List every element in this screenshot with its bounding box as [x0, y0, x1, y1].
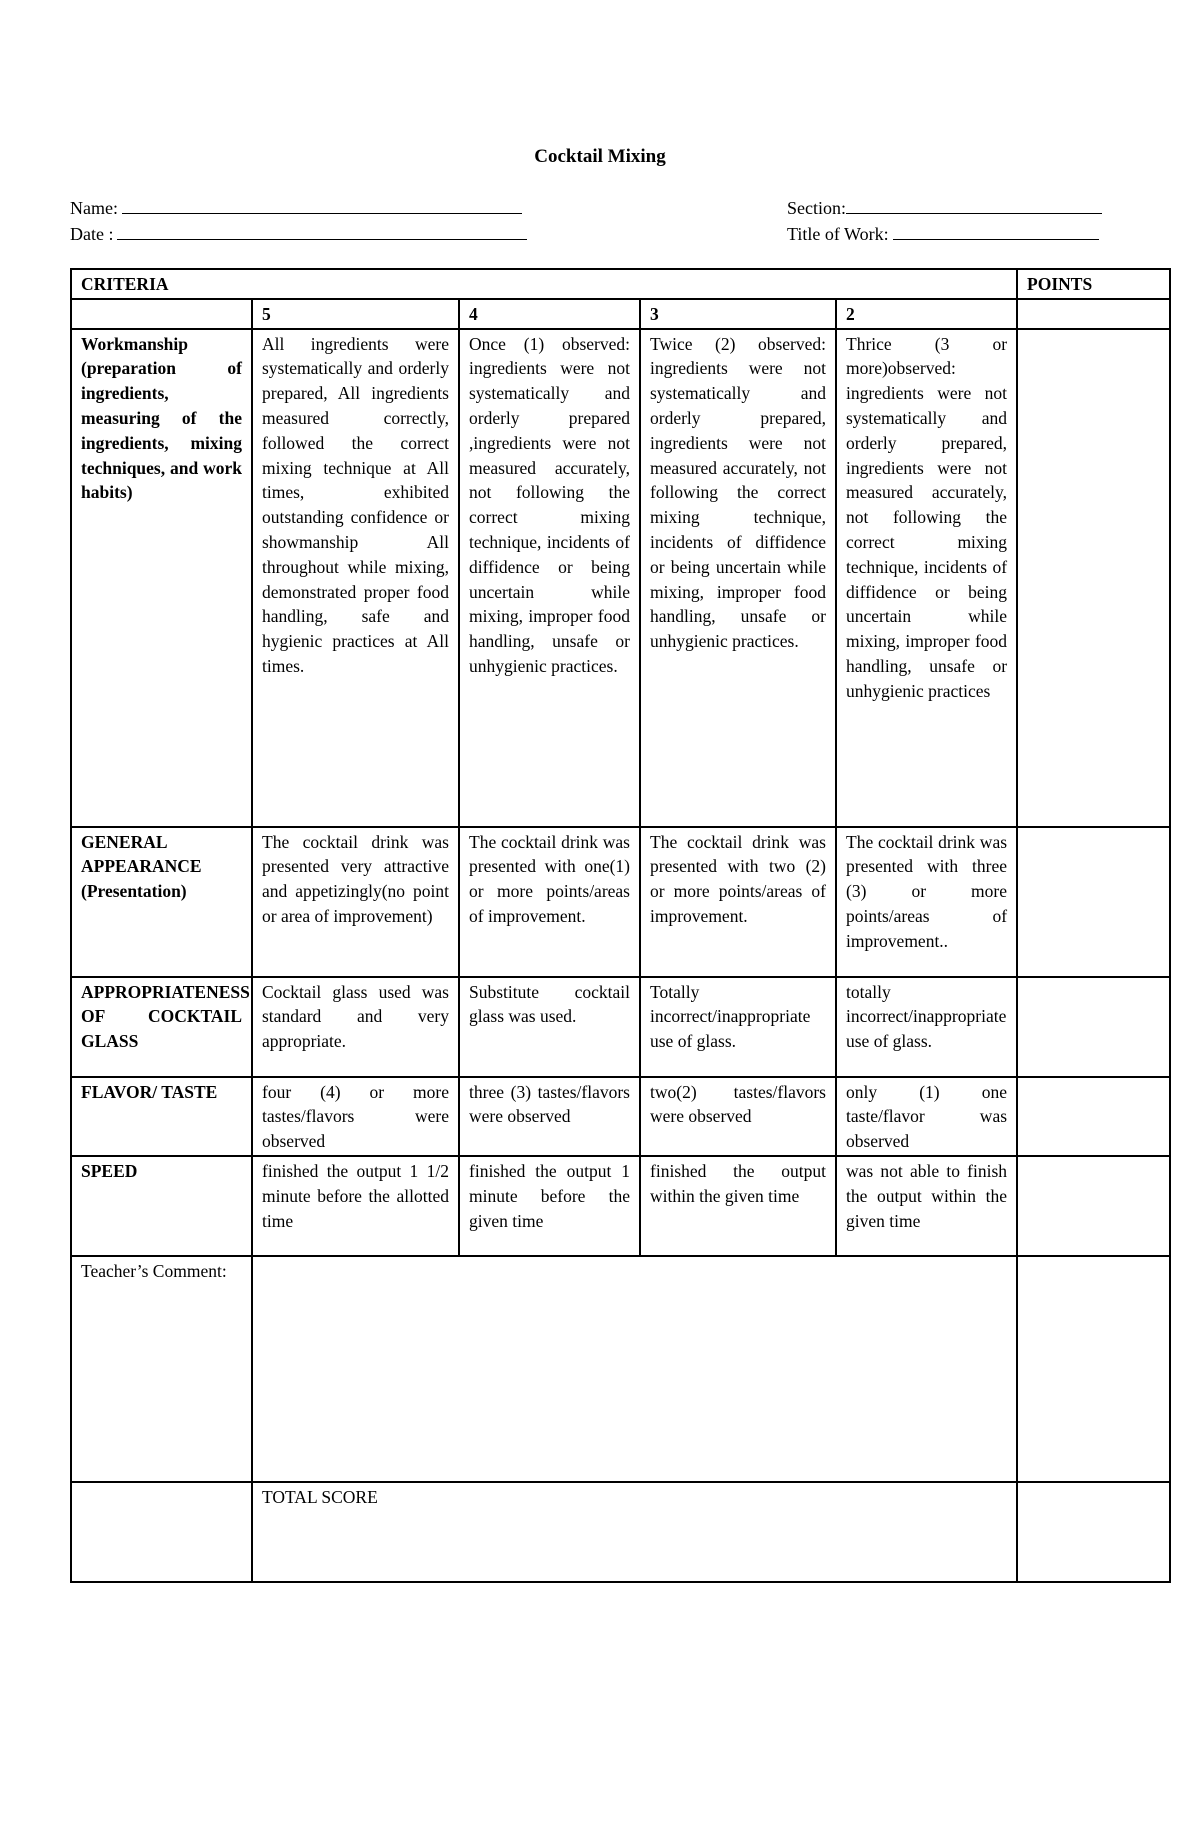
total-score-blank	[71, 1482, 252, 1582]
table-row	[71, 827, 1170, 977]
appearance-points-cell[interactable]	[1017, 827, 1170, 977]
score-5-header: 5	[252, 299, 459, 329]
criterion-speed: SPEED	[71, 1156, 252, 1256]
criterion-flavor-taste: FLAVOR/ TASTE	[71, 1077, 252, 1156]
workmanship-points-cell[interactable]	[1017, 329, 1170, 827]
date-field	[70, 221, 527, 245]
criterion-workmanship: Workmanship (preparation of ingredients, measuring of the ingredients, mixing techniques, and work habits)	[71, 329, 252, 827]
date-blank-line[interactable]	[117, 221, 527, 240]
criteria-header: CRITERIA	[71, 269, 1017, 299]
appearance-score-4: The cocktail drink was presented with one(1) or more points/areas of improvement.	[459, 827, 640, 977]
date-label: Date :	[70, 224, 114, 244]
score-header-row	[71, 299, 1170, 329]
score-3-header: 3	[640, 299, 836, 329]
workmanship-score-2: Thrice (3 or more)observed: ingredients were not systematically and orderly prepared, ingredients were not measured accurately, not following the correct mixing technique, incidents of diffidence or being uncertain while mixing, improper food handling, unsafe or unhygienic practices	[836, 329, 1017, 827]
speed-points-cell[interactable]	[1017, 1156, 1170, 1256]
document-title: Cocktail Mixing	[534, 146, 666, 167]
flavor-score-2: only (1) one taste/flavor was observed	[836, 1077, 1017, 1156]
criterion-cocktail-glass: APPROPRIATENESS OF COCKTAIL GLASS	[71, 977, 252, 1077]
title-of-work-label: Title of Work:	[787, 224, 889, 244]
criterion-general-appearance: GENERAL APPEARANCE (Presentation)	[71, 827, 252, 977]
workmanship-score-5: All ingredients were systematically and orderly prepared, All ingredients measured correctly, followed the correct mixing technique at All times, exhibited outstanding confidence or showmanship All throughout while mixing, demonstrated proper food handling, safe and hygienic practices at All times.	[252, 329, 459, 827]
name-field	[70, 195, 522, 219]
flavor-score-4: three (3) tastes/flavors were observed	[459, 1077, 640, 1156]
glass-score-5: Cocktail glass used was standard and very appropriate.	[252, 977, 459, 1077]
total-score-cell[interactable]	[1017, 1482, 1170, 1582]
teacher-comment-area[interactable]	[252, 1256, 1017, 1482]
section-label: Section:	[787, 198, 846, 218]
speed-score-4: finished the output 1 minute before the given time	[459, 1156, 640, 1256]
total-score-label: TOTAL SCORE	[252, 1482, 1017, 1582]
teacher-comment-label: Teacher’s Comment:	[71, 1256, 252, 1482]
comment-points-cell	[1017, 1256, 1170, 1482]
glass-score-4: Substitute cocktail glass was used.	[459, 977, 640, 1077]
title-of-work-field	[787, 221, 1099, 245]
speed-score-2: was not able to finish the output within the given time	[836, 1156, 1017, 1256]
table-row	[71, 1077, 1170, 1156]
name-label: Name:	[70, 198, 118, 218]
flavor-points-cell[interactable]	[1017, 1077, 1170, 1156]
score-2-header: 2	[836, 299, 1017, 329]
name-blank-line[interactable]	[122, 195, 522, 214]
glass-score-2: totally incorrect/inappropriate use of glass.	[836, 977, 1017, 1077]
points-header-blank	[1017, 299, 1170, 329]
speed-score-5: finished the output 1 1/2 minute before the allotted time	[252, 1156, 459, 1256]
title-of-work-blank-line[interactable]	[893, 221, 1099, 240]
appearance-score-3: The cocktail drink was presented with two (2) or more points/areas of improvement.	[640, 827, 836, 977]
total-score-row	[71, 1482, 1170, 1582]
points-header: POINTS	[1017, 269, 1170, 299]
table-header-row	[71, 269, 1170, 299]
appearance-score-5: The cocktail drink was presented very attractive and appetizingly(no point or area of improvement)	[252, 827, 459, 977]
table-row	[71, 1156, 1170, 1256]
table-row	[71, 329, 1170, 827]
glass-score-3: Totally incorrect/inappropriate use of glass.	[640, 977, 836, 1077]
section-blank-line[interactable]	[846, 195, 1102, 214]
workmanship-score-3: Twice (2) observed: ingredients were not systematically and orderly prepared, ingredients were not measured accurately, not following the correct mixing technique, incidents of diffidence or being uncertain while mixing, improper food handling, unsafe or unhygienic practices.	[640, 329, 836, 827]
rubric-table	[70, 268, 1171, 1583]
speed-score-3: finished the output within the given time	[640, 1156, 836, 1256]
flavor-score-5: four (4) or more tastes/flavors were observed	[252, 1077, 459, 1156]
glass-points-cell[interactable]	[1017, 977, 1170, 1077]
score-4-header: 4	[459, 299, 640, 329]
flavor-score-3: two(2) tastes/flavors were observed	[640, 1077, 836, 1156]
table-row	[71, 977, 1170, 1077]
workmanship-score-4: Once (1) observed: ingredients were not systematically and orderly prepared ,ingredients were not measured accurately, not following the correct mixing technique, incidents of diffidence or being uncertain while mixing, improper food handling, unsafe or unhygienic practices.	[459, 329, 640, 827]
teacher-comment-row	[71, 1256, 1170, 1482]
appearance-score-2: The cocktail drink was presented with three (3) or more points/areas of improvement..	[836, 827, 1017, 977]
score-header-blank	[71, 299, 252, 329]
section-field	[787, 195, 1102, 219]
